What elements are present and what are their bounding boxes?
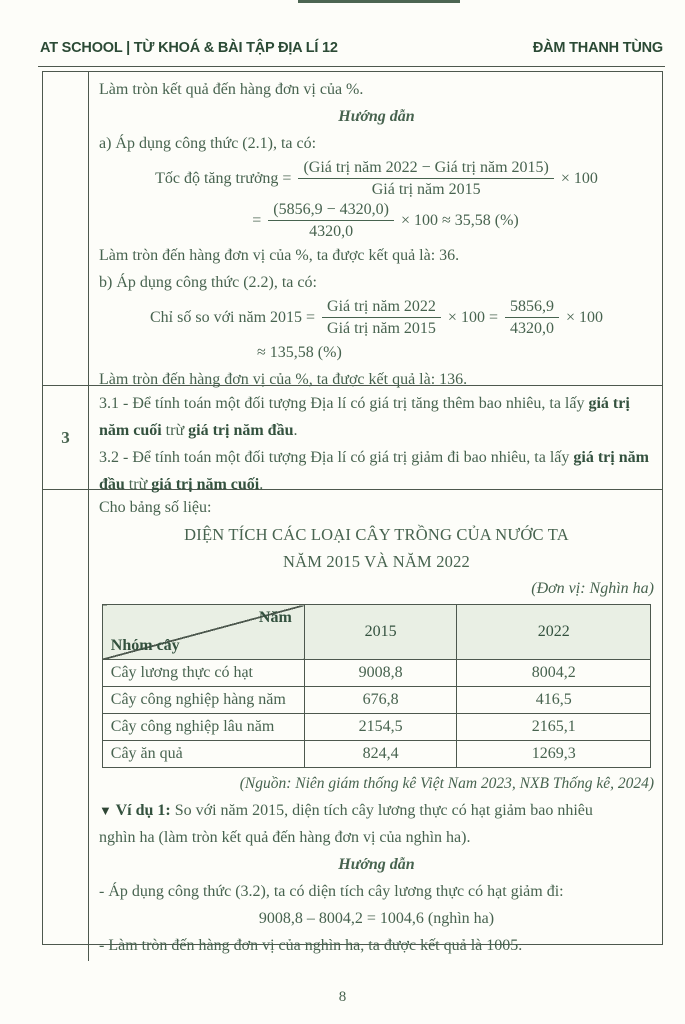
round-note: Làm tròn kết quả đến hàng đơn vị của %. (99, 81, 364, 98)
row1-number-cell (43, 72, 89, 386)
formula-b-lhs: Chỉ số so với năm 2015 = (150, 309, 316, 326)
formula-b-approx: ≈ 135,58 (%) (257, 344, 342, 361)
unit-note: (Đơn vị: Nghìn ha) (531, 580, 654, 597)
column-header-2022: 2022 (457, 605, 651, 660)
formula-a2-eq: = (252, 212, 262, 229)
formula-b-fraction2: $\frac{5856,9}{4320,0}$ (505, 297, 559, 338)
formula-index (99, 297, 654, 338)
example-1-line2: nghìn ha (làm tròn kết quả đến hàng đơn vị của nghìn ha). (99, 829, 471, 846)
formula-growth-rate (99, 158, 654, 199)
rule-3-1: 3.1 - Để tính toán một đối tượng Địa lí có giá trị tăng thêm bao nhiêu, ta lấy giá trị năm cuối trừ giá trị năm đầu. (99, 395, 630, 439)
row2-number-cell: 3 (43, 386, 89, 490)
data-intro: Cho bảng số liệu: (99, 499, 212, 516)
formula-b-mid: × 100 = (447, 309, 498, 326)
example-1: ▼ Ví dụ 1: So với năm 2015, diện tích cây lương thực có hạt giảm bao nhiêu (99, 802, 593, 819)
running-head (40, 40, 663, 56)
formula-a-suffix: × 100 (560, 170, 598, 187)
formula-a-label: a) Áp dụng công thức (2.1), ta có: (99, 135, 317, 152)
formula-a2-fraction: $\frac{(5856,9 - 4320,0)}{4320,0}$ (268, 200, 394, 241)
formula-growth-rate-values (99, 200, 654, 241)
example-marker-icon: ▼ (99, 803, 112, 818)
running-head-right: ĐÀM THANH TÙNG (532, 40, 663, 56)
guide-title-a: Hướng dẫn (338, 108, 415, 125)
table-row: Cây ăn quả 824,4 1269,3 (102, 741, 650, 768)
solution-calculation: 9008,8 – 8004,2 = 1004,6 (nghìn ha) (258, 910, 495, 927)
row3-number-cell (43, 490, 89, 961)
solution-step2: - Làm tròn đến hàng đơn vị của nghìn ha, ta được kết quả là 1005. (99, 937, 523, 954)
corner-label-year: Năm (258, 609, 292, 626)
column-header-2015: 2015 (304, 605, 457, 660)
crop-area-table (102, 604, 651, 768)
result-b: Làm tròn đến hàng đơn vị của %, ta được kết quả là: 136. (99, 371, 468, 388)
page-number: 8 (338, 989, 347, 1005)
header-rule (38, 66, 665, 67)
table-row: Cây công nghiệp lâu năm 2154,5 2165,1 (102, 714, 650, 741)
solution-step1: - Áp dụng công thức (3.2), ta có diện tích cây lương thực có hạt giảm đi: (99, 883, 564, 900)
row1-body (89, 72, 662, 386)
formula-a2-suffix: × 100 ≈ 35,58 (%) (400, 212, 519, 229)
guide-title-b: Hướng dẫn (338, 856, 415, 873)
row2-body (89, 386, 662, 493)
result-a: Làm tròn đến hàng đơn vị của %, ta được kết quả là: 36. (99, 247, 460, 264)
page-top-binding-mark (298, 0, 460, 3)
row3-body (89, 490, 662, 961)
table-row: Cây lương thực có hạt 9008,8 8004,2 (102, 660, 650, 687)
table-title-line2: NĂM 2015 VÀ NĂM 2022 (282, 552, 471, 571)
formula-b-fraction1: $\frac{\text{Giá trị năm 2022}}{\text{Giá trị năm 2015}}$ (322, 297, 441, 338)
corner-label-group: Nhóm cây (110, 637, 180, 654)
formula-b-suffix: × 100 (565, 309, 603, 326)
source-note: (Nguồn: Niên giám thống kê Việt Nam 2023, NXB Thống kê, 2024) (239, 775, 654, 792)
formula-b-label: b) Áp dụng công thức (2.2), ta có: (99, 274, 317, 291)
running-head-left: AT SCHOOL | TỪ KHOÁ & BÀI TẬP ĐỊA LÍ 12 (40, 40, 338, 56)
table-corner-cell (102, 605, 304, 660)
rule-3-2: 3.2 - Để tính toán một đối tượng Địa lí có giá trị giảm đi bao nhiêu, ta lấy giá trị năm đầu trừ giá trị năm cuối. (99, 449, 649, 493)
table-row: Cây công nghiệp hàng năm 676,8 416,5 (102, 687, 650, 714)
formula-a-fraction: $\frac{\text{(Giá trị năm 2022 − Giá trị năm 2015)}}{\text{Giá trị năm 2015}}$ (298, 158, 553, 199)
formula-a-lhs: Tốc độ tăng trưởng = (155, 170, 292, 187)
table-title-line1: DIỆN TÍCH CÁC LOẠI CÂY TRỒNG CỦA NƯỚC TA (184, 525, 569, 544)
content-box (42, 71, 663, 954)
